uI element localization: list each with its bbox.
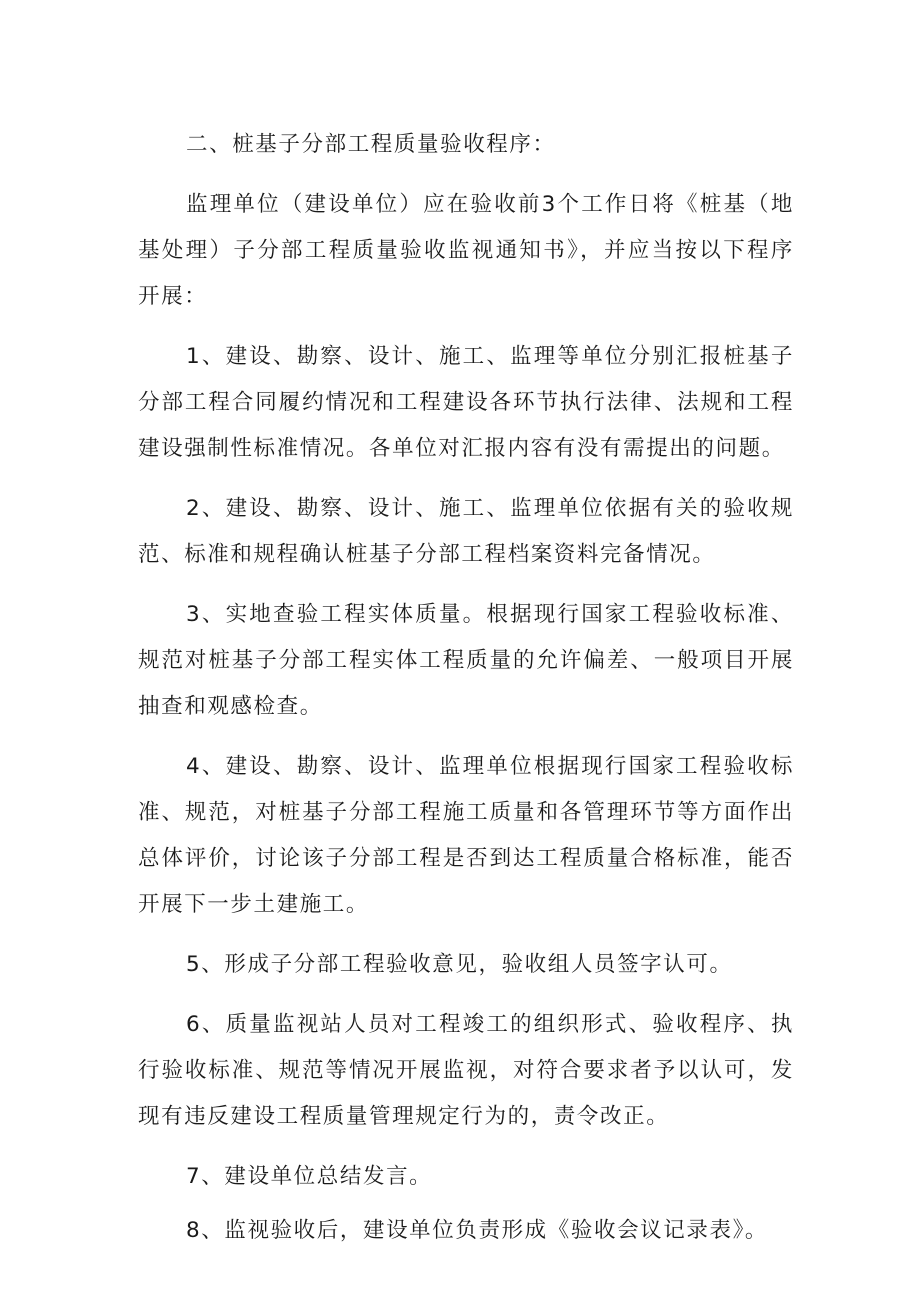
step-4-paragraph: 4、建设、勘察、设计、监理单位根据现行国家工程验收标准、规范，对桩基子分部工程施工质量和各管理环节等方面作出总体评价，讨论该子分部工程是否到达工程质量合格标准，能否开展下一步土建施工。: [138, 754, 794, 917]
section-heading: 二、桩基子分部工程质量验收程序：: [186, 132, 556, 157]
step-8-paragraph: 8、监视验收后，建设单位负责形成《验收会议记录表》。: [186, 1218, 769, 1243]
step-7-paragraph: 7、建设单位总结发言。: [186, 1164, 433, 1189]
document-body: [138, 122, 794, 1254]
step-1-paragraph: 1、建设、勘察、设计、施工、监理等单位分别汇报桩基子分部工程合同履约情况和工程建设各环节执行法律、法规和工程建设强制性标准情况。各单位对汇报内容有没有需提出的问题。: [138, 344, 794, 461]
step-5-paragraph: 5、形成子分部工程验收意见，验收组人员签字认可。: [186, 952, 733, 977]
intro-paragraph: 监理单位（建设单位）应在验收前3个工作日将《桩基（地基处理）子分部工程质量验收监视通知书》，并应当按以下程序开展：: [138, 192, 794, 309]
step-2-paragraph: 2、建设、勘察、设计、施工、监理单位依据有关的验收规范、标准和规程确认桩基子分部工程档案资料完备情况。: [138, 496, 794, 567]
step-3-paragraph: 3、实地查验工程实体质量。根据现行国家工程验收标准、规范对桩基子分部工程实体工程质量的允许偏差、一般项目开展抽查和观感检查。: [138, 602, 794, 719]
step-6-paragraph: 6、质量监视站人员对工程竣工的组织形式、验收程序、执行验收标准、规范等情况开展监视，对符合要求者予以认可，发现有违反建设工程质量管理规定行为的，责令改正。: [138, 1012, 794, 1129]
